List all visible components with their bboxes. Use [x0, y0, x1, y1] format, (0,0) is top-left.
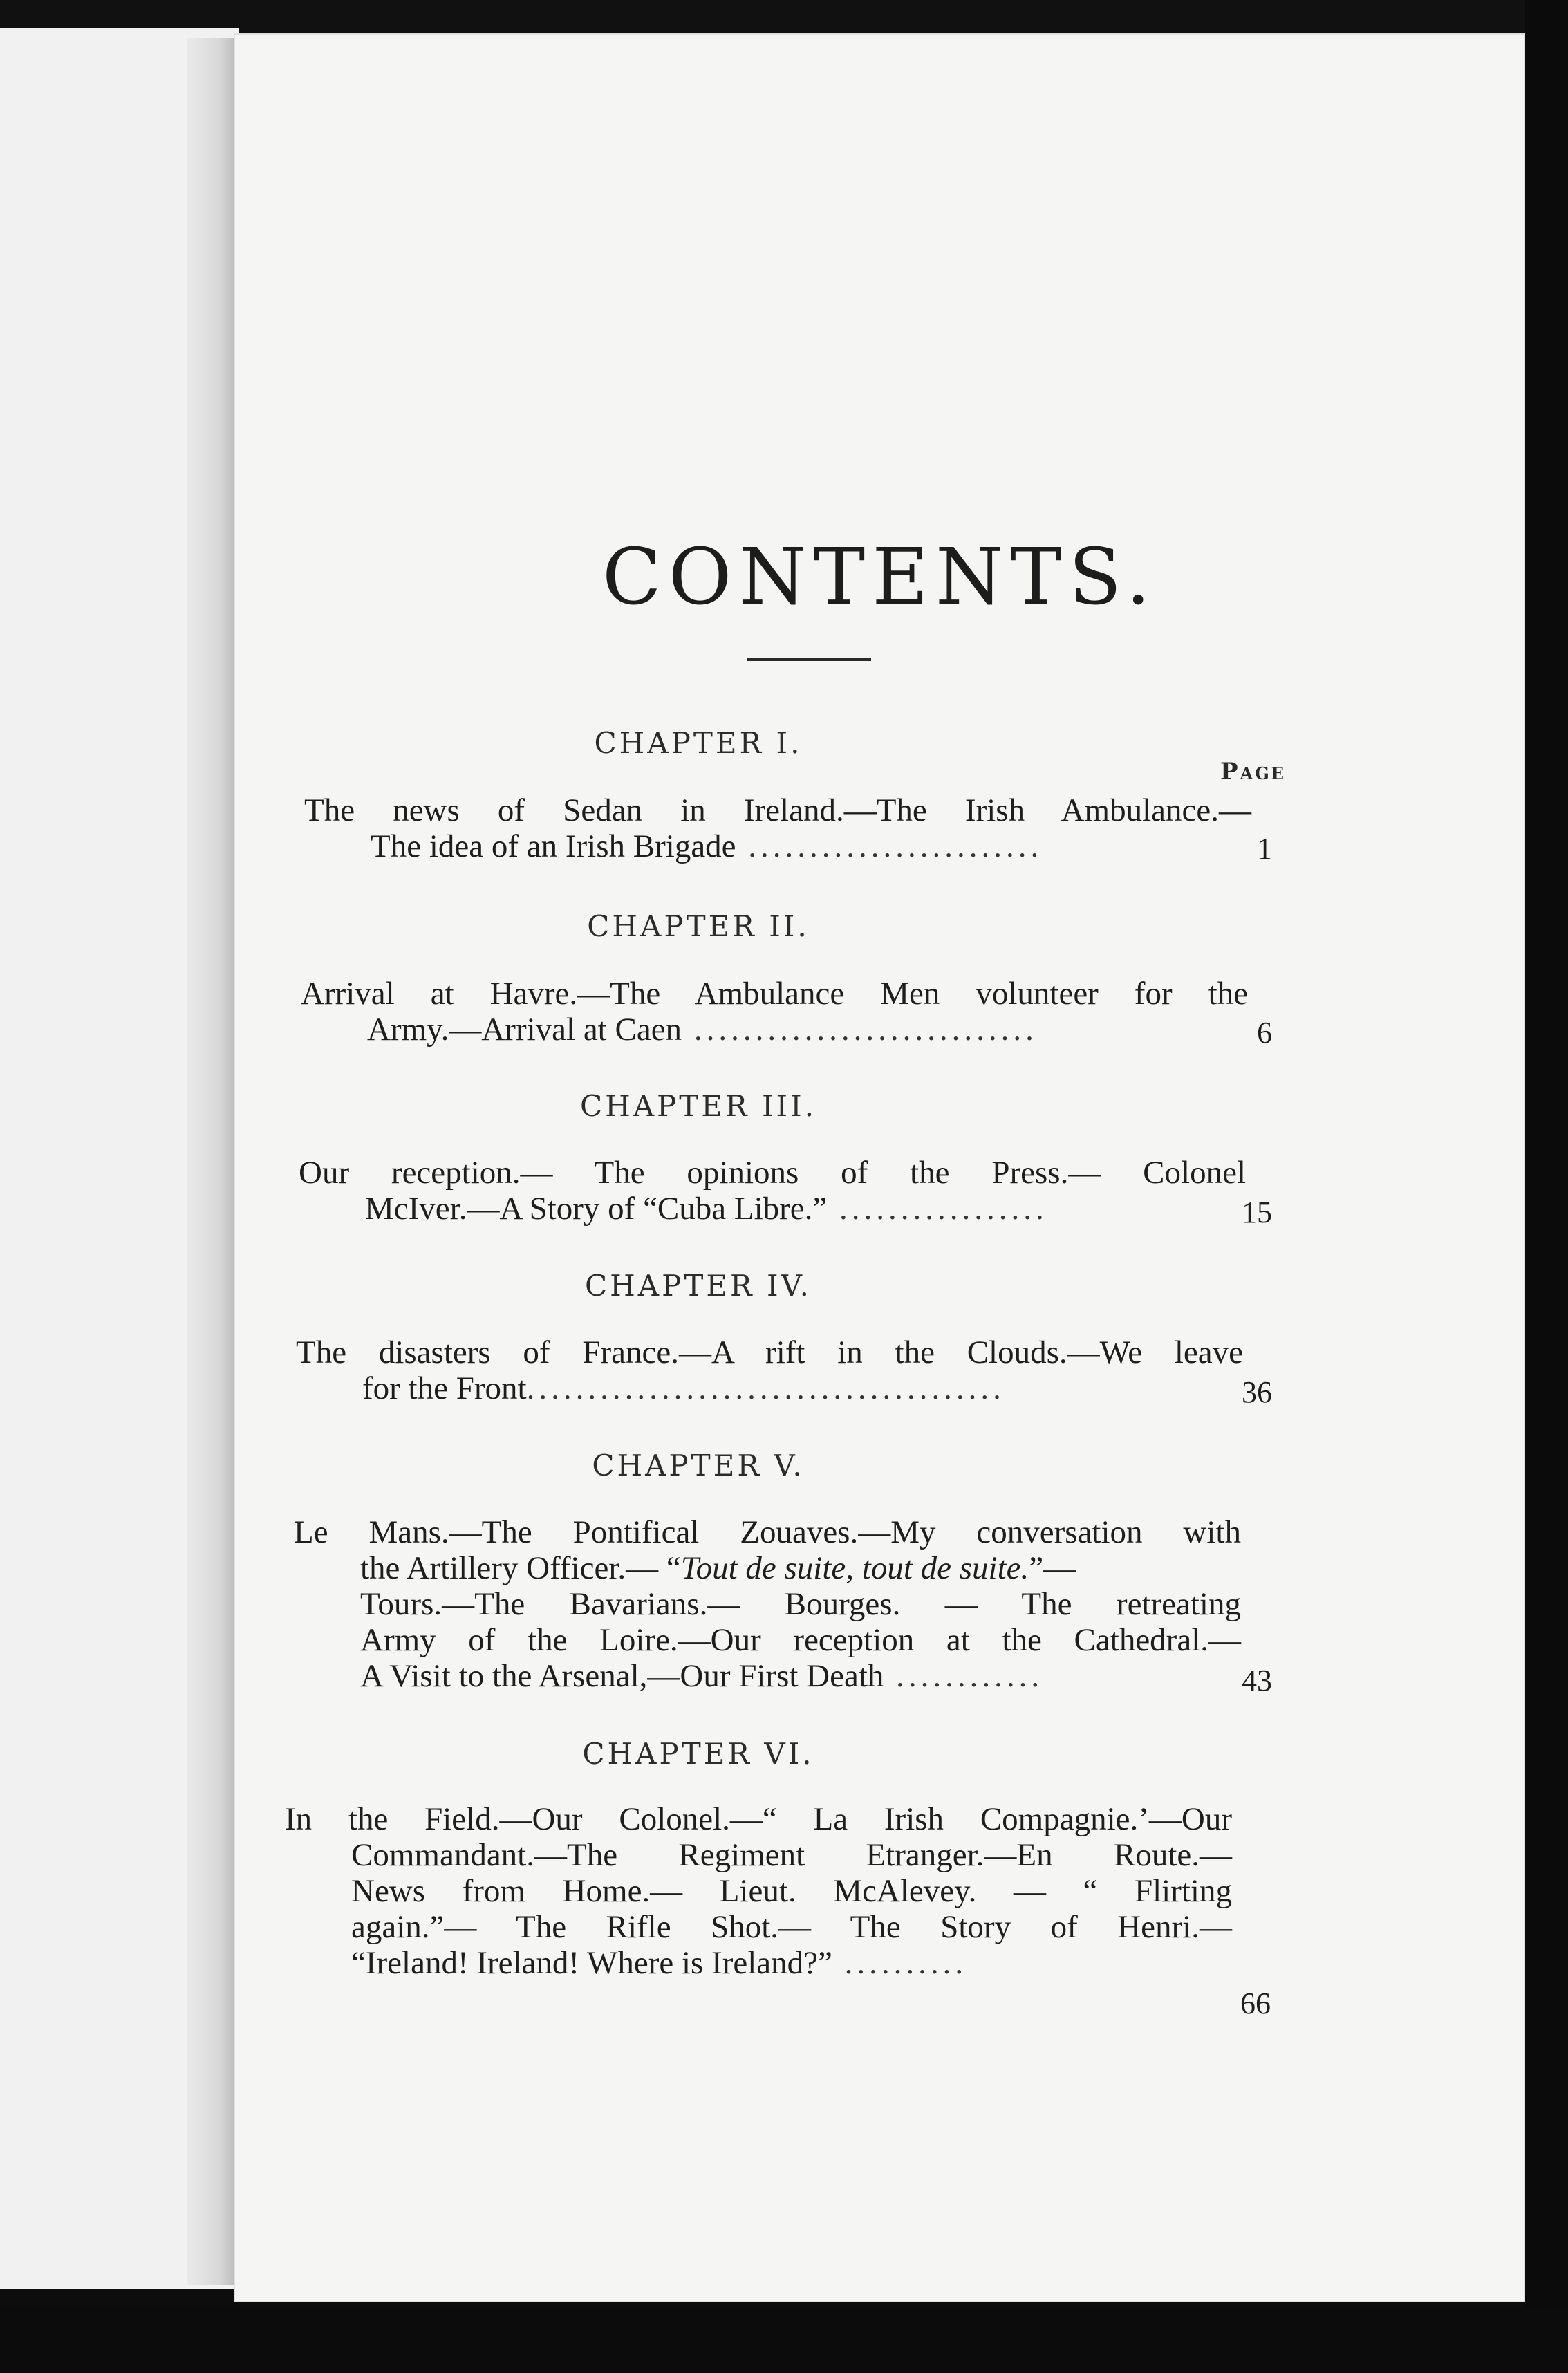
contents-entry	[296, 1334, 1243, 1406]
entry-line: again.”— The Rifle Shot.— The Story of Henri.—	[351, 1909, 1232, 1945]
entry-line: In the Field.—Our Colonel.—“ La Irish Compagnie.’—Our	[285, 1801, 1232, 1837]
title-rule	[747, 658, 871, 661]
entry-line: Army of the Loire.—Our reception at the Cathedral.—	[360, 1622, 1241, 1658]
contents-entry	[294, 1514, 1241, 1694]
chapter-heading: CHAPTER II.	[587, 909, 810, 943]
entry-line: “Ireland! Ireland! Where is Ireland?” ..........	[351, 1945, 968, 1981]
entry-line: The idea of an Irish Brigade ........................	[371, 828, 1043, 864]
contents-page	[235, 35, 1524, 2301]
entry-line: News from Home.— Lieut. McAlevey. — “ Flirting	[351, 1873, 1232, 1909]
entry-line: the Artillery Officer.— “Tout de suite, tout de suite.”—	[360, 1550, 1076, 1586]
page-number: 6	[1257, 1016, 1272, 1050]
page-number: 1	[1257, 832, 1272, 866]
scan-frame-right	[1525, 0, 1568, 2373]
chapter-heading: CHAPTER I.	[594, 726, 803, 760]
contents-entry	[299, 1155, 1246, 1227]
chapter-heading: CHAPTER IV.	[585, 1269, 812, 1303]
entry-line: Le Mans.—The Pontifical Zouaves.—My conversation with	[294, 1514, 1241, 1550]
entry-line: Army.—Arrival at Caen ............................	[367, 1012, 1038, 1048]
page-number: 36	[1242, 1375, 1272, 1409]
entry-line: Tours.—The Bavarians.— Bourges. — The retreating	[360, 1586, 1241, 1622]
chapter-heading: CHAPTER III.	[579, 1089, 817, 1123]
page-title: CONTENTS.	[601, 532, 1157, 622]
contents-entry	[285, 1801, 1232, 1981]
entry-line: A Visit to the Arsenal,—Our First Death ............	[360, 1658, 1044, 1694]
page-number: 43	[1242, 1664, 1272, 1697]
page-number: 15	[1242, 1195, 1272, 1229]
entry-line: The disasters of France.—A rift in the Clouds.—We leave	[296, 1334, 1243, 1370]
page-number: 66	[1240, 1986, 1271, 2020]
entry-line: Commandant.—The Regiment Etranger.—En Route.—	[351, 1837, 1232, 1873]
entry-line: Our reception.— The opinions of the Press.— Colonel	[299, 1155, 1246, 1191]
chapter-heading: CHAPTER V.	[592, 1449, 805, 1482]
entry-line: The news of Sedan in Ireland.—The Irish Ambulance.—	[304, 792, 1251, 828]
italic-quote: Tout de suite, tout de suite.	[680, 1550, 1029, 1586]
contents-entry	[304, 792, 1251, 864]
page-column-heading: Page	[1220, 758, 1286, 785]
contents-entry	[301, 976, 1248, 1048]
entry-line: Arrival at Havre.—The Ambulance Men volunteer for the	[301, 976, 1248, 1012]
entry-line: McIver.—A Story of “Cuba Libre.” .................	[365, 1191, 1048, 1227]
scan-frame-bottom	[0, 2307, 1568, 2373]
chapter-heading: CHAPTER VI.	[582, 1737, 814, 1771]
entry-line: for the Front.......................................	[362, 1370, 1005, 1406]
